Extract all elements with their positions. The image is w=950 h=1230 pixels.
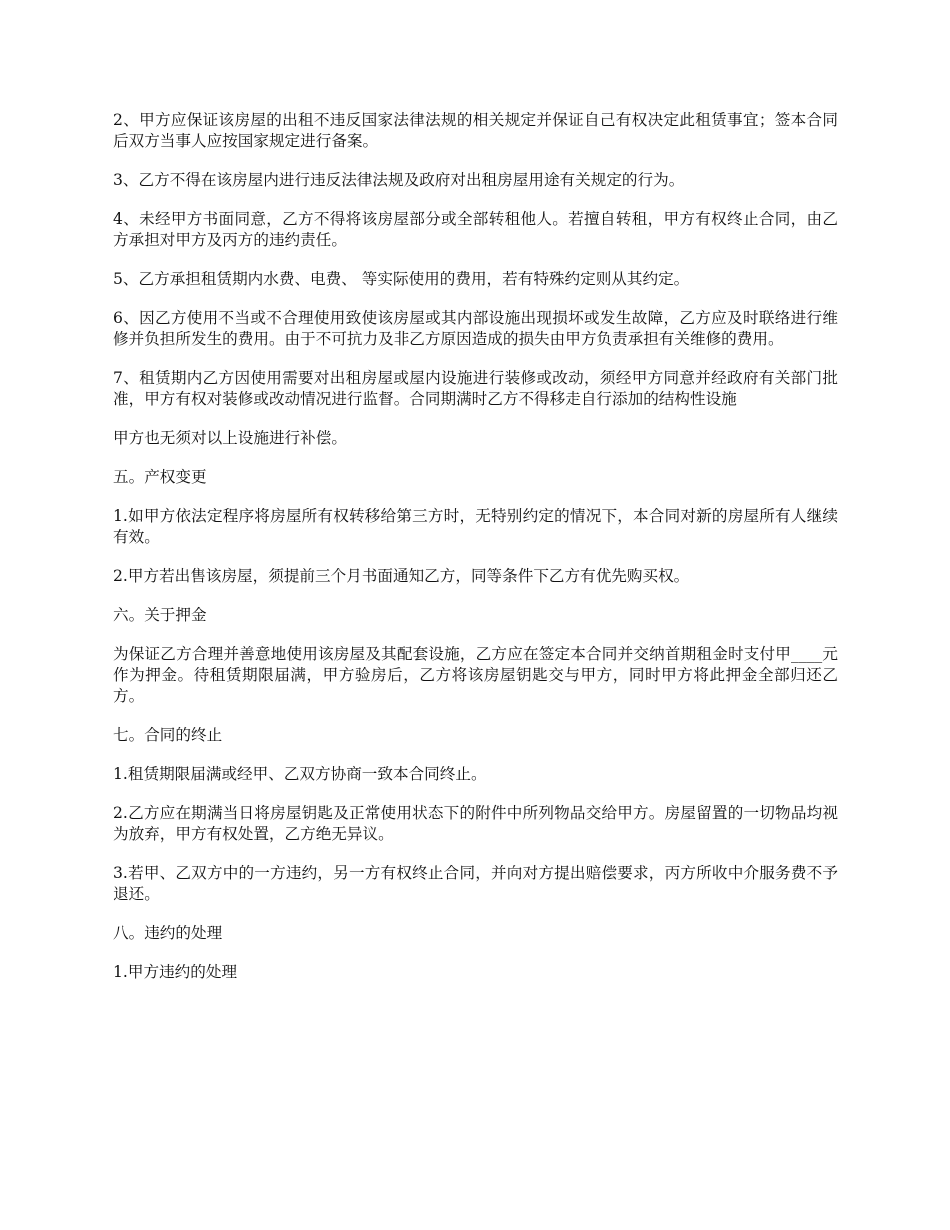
clause-7-continuation: 甲方也无须对以上设施进行补偿。	[113, 429, 347, 447]
termination-item-3: 3.若甲、乙双方中的一方违约，另一方有权终止合同，并向对方提出赔偿要求，丙方所收中介服务费不予退还。	[113, 864, 838, 903]
section-heading-breach: 八。违约的处理	[113, 924, 223, 942]
document-page	[113, 110, 838, 1001]
section-heading-property-change: 五。产权变更	[113, 468, 207, 486]
clause-2: 2、甲方应保证该房屋的出租不违反国家法律法规的相关规定并保证自己有权决定此租赁事宜；签本合同后双方当事人应按国家规定进行备案。	[113, 111, 838, 150]
section-heading-deposit: 六。关于押金	[113, 606, 207, 624]
clause-7: 7、租赁期内乙方因使用需要对出租房屋或屋内设施进行装修或改动，须经甲方同意并经政府有关部门批准，甲方有权对装修或改动情况进行监督。合同期满时乙方不得移走自行添加的结构性设施	[113, 369, 838, 408]
termination-item-2: 2.乙方应在期满当日将房屋钥匙及正常使用状态下的附件中所列物品交给甲方。房屋留置的一切物品均视为放弃，甲方有权处置，乙方绝无异议。	[113, 804, 838, 843]
deposit-paragraph: 为保证乙方合理并善意地使用该房屋及其配套设施，乙方应在签定本合同并交纳首期租金时支付甲____元作为押金。待租赁期限届满，甲方验房后，乙方将该房屋钥匙交与甲方，同时甲方将此押金全部归还乙方。	[113, 645, 838, 705]
section-heading-termination: 七。合同的终止	[113, 726, 223, 744]
breach-item-1: 1.甲方违约的处理	[113, 963, 238, 981]
termination-item-1: 1.租赁期限届满或经甲、乙双方协商一致本合同终止。	[113, 765, 487, 783]
clause-6: 6、因乙方使用不当或不合理使用致使该房屋或其内部设施出现损坏或发生故障，乙方应及时联络进行维修并负担所发生的费用。由于不可抗力及非乙方原因造成的损失由甲方负责承担有关维修的费用。	[113, 309, 838, 348]
clause-5: 5、乙方承担租赁期内水费、电费、 等实际使用的费用，若有特殊约定则从其约定。	[113, 270, 690, 288]
clause-4: 4、未经甲方书面同意，乙方不得将该房屋部分或全部转租他人。若擅自转租，甲方有权终止合同，由乙方承担对甲方及丙方的违约责任。	[113, 210, 838, 249]
property-change-item-1: 1.如甲方依法定程序将房屋所有权转移给第三方时，无特别约定的情况下，本合同对新的房屋所有人继续有效。	[113, 507, 838, 546]
property-change-item-2: 2.甲方若出售该房屋，须提前三个月书面通知乙方，同等条件下乙方有优先购买权。	[113, 567, 690, 585]
clause-3: 3、乙方不得在该房屋内进行违反法律法规及政府对出租房屋用途有关规定的行为。	[113, 171, 685, 189]
